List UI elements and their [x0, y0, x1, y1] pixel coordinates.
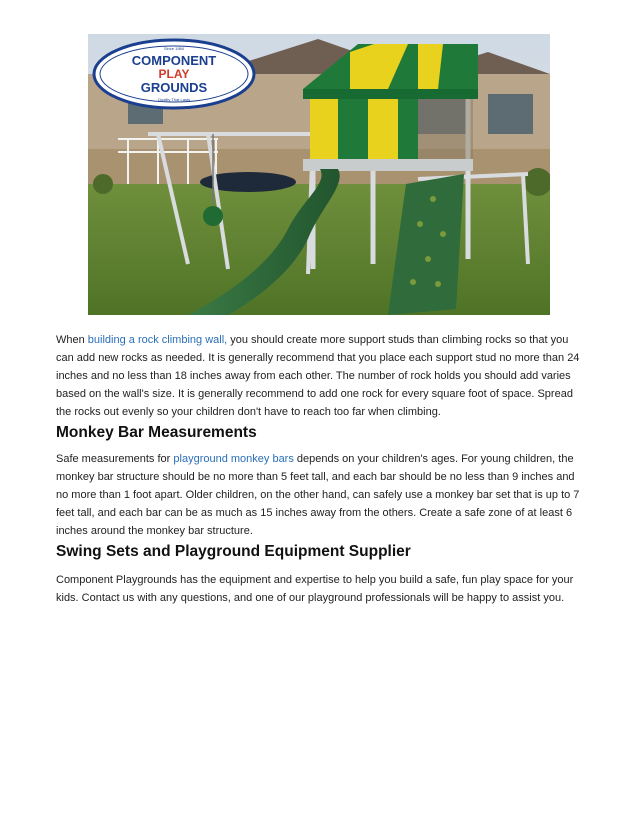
rock-climbing-wall-link[interactable]: building a rock climbing wall,: [87, 334, 228, 346]
monkey-bar-heading: Monkey Bar Measurements: [56, 424, 257, 441]
monkey-bar-text-rest: depends on your children's ages. For young children, the monkey bar structure should be no more than 5 feet tall, and each bar should be no less than 9 inches and no more than 1 foot apart. Older children, on the other hand, can safely use a monkey bar set that is up to 7 feet tall, and each bar can be as much as 15 inches away from the others. Create a safe zone of at least 6 inches around the monkey bar structure.: [56, 453, 580, 537]
logo-line2: PLAY: [158, 67, 190, 81]
logo-line3: GROUNDS: [140, 80, 208, 95]
rock-wall-text-start: When: [56, 334, 88, 346]
monkey-bar-paragraph: [56, 450, 586, 540]
rock-wall-paragraph: [56, 331, 586, 421]
monkey-bar-text-start: Safe measurements for: [56, 453, 174, 465]
supplier-heading: Swing Sets and Playground Equipment Supplier: [56, 543, 411, 560]
company-logo: [94, 40, 254, 108]
playground-monkey-bars-link[interactable]: playground monkey bars: [173, 453, 294, 465]
logo-line1: COMPONENT: [131, 53, 217, 68]
logo-top-text: Since 1984: [163, 46, 185, 51]
supplier-paragraph: Component Playgrounds has the equipment and expertise to help you build a safe, fun play space for your kids. Contact us with any questions, and one of our playground professionals will be happy to assist you.: [56, 574, 574, 604]
rock-wall-text-rest: you should create more support studs than climbing rocks so that you can add new rocks as needed. It is generally recommend that you place each support stud no more than 24 inches and no less than 18 inches away from each other. The number of rock holds you should add varies based on the wall's size. It is generally recommend to add one rock for every square foot of space. Spread the rocks out evenly so your children don't have to reach too far when climbing.: [56, 334, 580, 418]
ball-swing: [203, 206, 223, 226]
logo-bottom-text: Quality That Lasts: [157, 97, 191, 102]
hero-photo: [88, 34, 550, 315]
